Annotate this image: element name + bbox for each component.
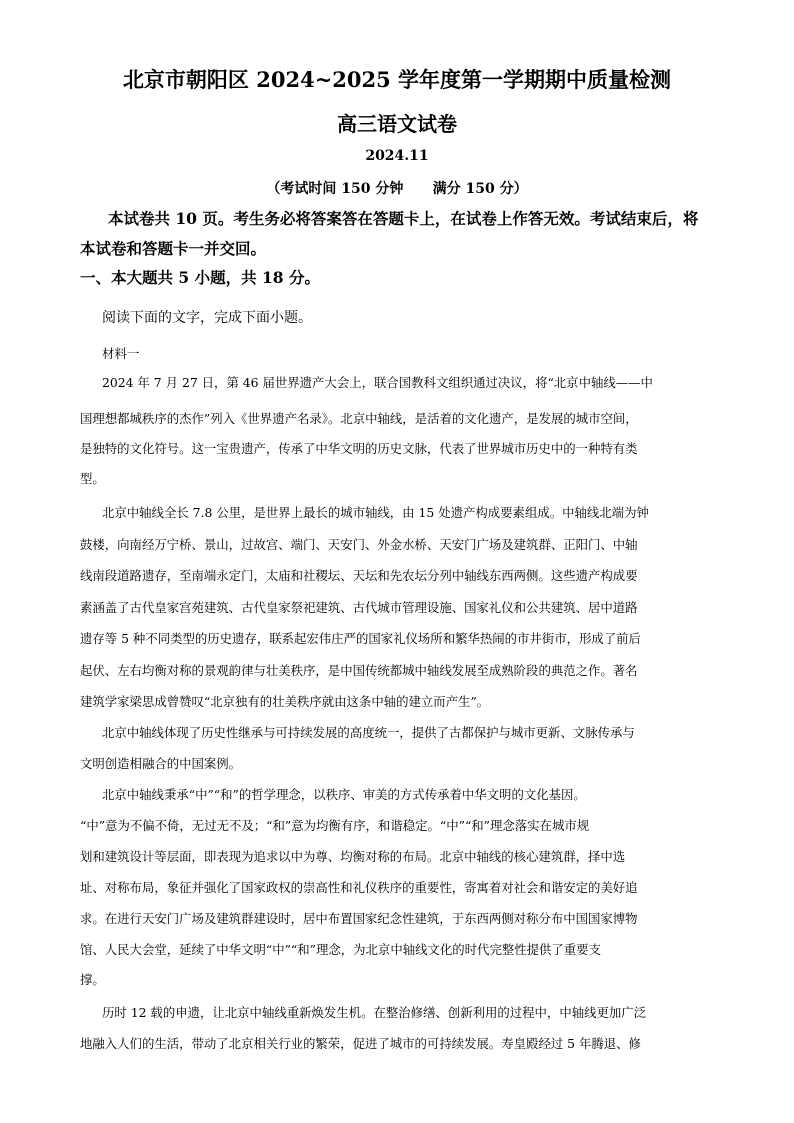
notice-line-1: 本试卷共 10 页。考生务必将答案答在答题卡上，在试卷上作答无效。考试结束后，将 [108,209,699,228]
section-heading: 一、本大题共 5 小题，共 18 分。 [80,268,320,287]
passage-line: “中”意为不偏不倚，无过无不及；“和”意为均衡有序，和谐稳定。“中”“和”理念落实在城市规 [80,818,590,833]
passage-line: 国理想都城秩序的杰作”列入《世界遗产名录》。北京中轴线，是活着的文化遗产，是发展的城市空间， [80,411,638,426]
exam-title: 北京市朝阳区 2024~2025 学年度第一学期期中质量检测 [122,67,672,92]
passage-line: 撑。 [80,972,105,987]
passage-line: 鼓楼，向南经万宁桥、景山，过故宫、端门、天安门、外金水桥、天安门广场及建筑群、正阳门、中轴 [80,537,638,552]
passage-line: 素涵盖了古代皇家宫苑建筑、古代皇家祭祀建筑、古代城市管理设施、国家礼仪和公共建筑、居中道路 [80,600,638,615]
passage-line: 线南段道路遗存，至南端永定门，太庙和社稷坛、天坛和先农坛分列中轴线东西两侧。这些遗产构成要 [80,568,638,583]
passage-line: 建筑学家梁思成曾赞叹“北京独有的壮美秩序就由这条中轴的建立而产生”。 [80,694,490,709]
passage-line: 起伏、左右均衡对称的景观韵律与壮美秩序，是中国传统都城中轴线发展至成熟阶段的典范之作。著名 [80,663,638,678]
exam-subtitle: 高三语文试卷 [337,112,457,136]
passage-line: 划和建筑设计等层面，即表现为追求以中为尊、均衡对称的布局。北京中轴线的核心建筑群，择中选 [80,849,626,864]
exam-time-score: （考试时间 150 分钟 满分 150 分） [266,181,528,197]
passage-line: 遗存等 5 种不同类型的历史遗存，联系起宏伟庄严的国家礼仪场所和繁华热闹的市井街市，形成了前后 [80,631,641,646]
reading-instruction: 阅读下面的文字，完成下面小题。 [102,310,312,326]
passage-line: 求。在进行天安门广场及建筑群建设时，居中布置国家纪念性建筑，于东西两侧对称分布中国国家博物 [80,911,638,926]
passage-line: 北京中轴线体现了历史性继承与可持续发展的高度统一，提供了古都保护与城市更新、文脉传承与 [102,725,635,740]
passage-line: 址、对称布局，象征并强化了国家政权的崇高性和礼仪秩序的重要性，寄寓着对社会和谐安定的美好追 [80,880,638,895]
passage-line: 历时 12 载的申遗，让北京中轴线重新焕发生机。在整治修缮、创新利用的过程中，中轴线更加广泛 [102,1005,647,1020]
passage-line: 型。 [80,471,105,486]
exam-date: 2024.11 [365,148,429,164]
passage-line: 馆、人民大会堂，延续了中华文明“中”“和”理念，为北京中轴线文化的时代完整性提供了重要支 [80,942,601,957]
passage-line: 北京中轴线全长 7.8 公里，是世界上最长的城市轴线，由 15 处遗产构成要素组成。中轴线北端为钟 [102,505,649,520]
material-label: 材料一 [102,346,140,361]
passage-line: 2024 年 7 月 27 日，第 46 届世界遗产大会上，联合国教科文组织通过决议，将“北京中轴线——中 [102,375,653,390]
passage-line: 是独特的文化符号。这一宝贵遗产，传承了中华文明的历史文脉，代表了世界城市历史中的一种特有类 [80,441,638,456]
passage-line: 地融入人们的生活，带动了北京相关行业的繁荣，促进了城市的可持续发展。寿皇殿经过 5 年腾退、修 [80,1036,641,1051]
passage-line: 北京中轴线秉承“中”“和”的哲学理念，以秩序、审美的方式传承着中华文明的文化基因。 [102,787,586,802]
passage-line: 文明创造相融合的中国案例。 [80,756,242,771]
notice-line-2: 本试卷和答题卡一并交回。 [80,239,267,258]
